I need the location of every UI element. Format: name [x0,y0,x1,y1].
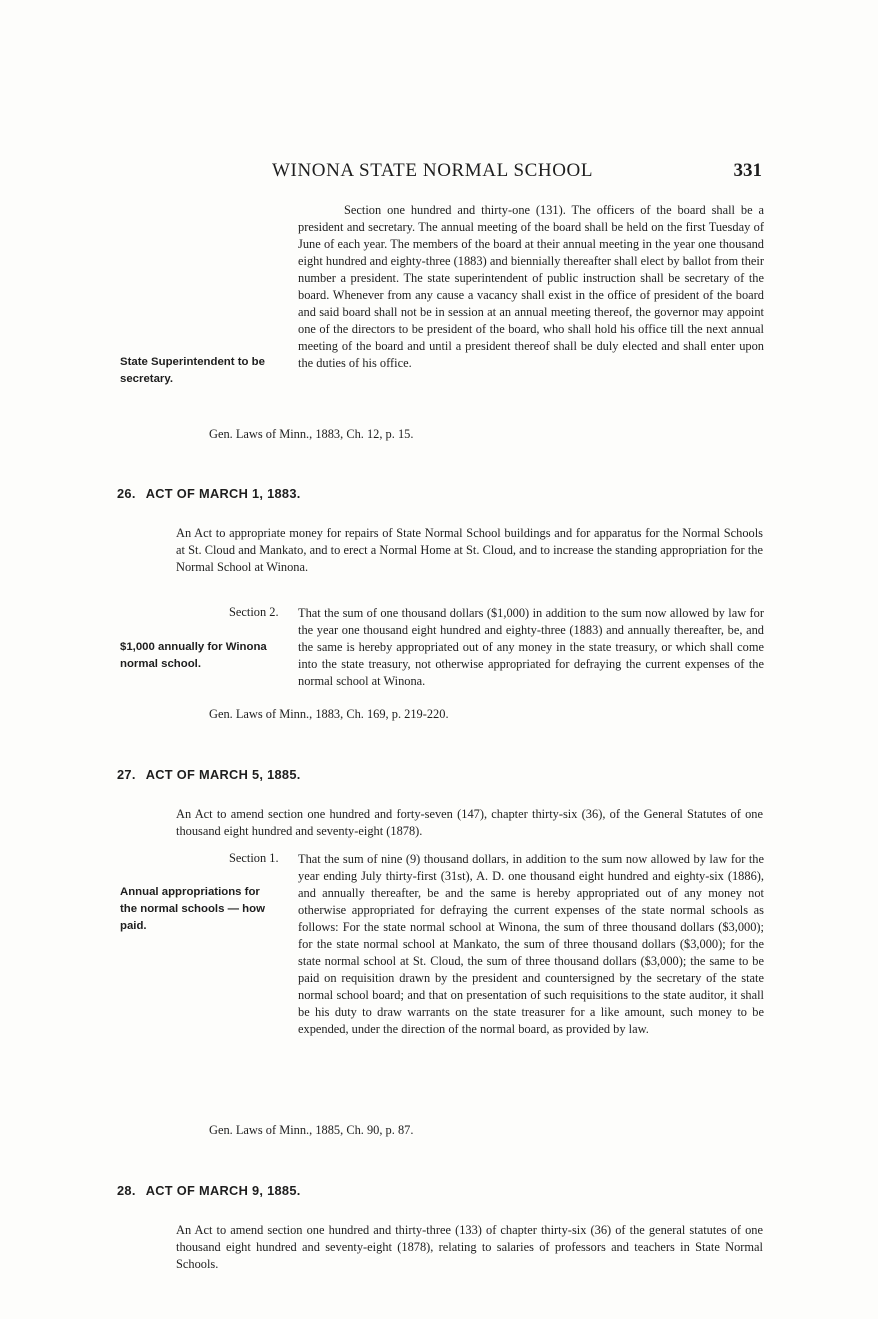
margin-note-winona-annual: $1,000 annually for Winona normal school. [120,641,267,670]
running-head-title: WINONA STATE NORMAL SCHOOL [272,160,594,181]
act-27-number: 27. [117,767,136,782]
act-26-preamble: An Act to appropriate money for repairs of State Normal School buildings and for apparatus for the Normal Schools at St. Cloud and Mankato, and to erect a Normal Home at St. Cloud, and to increase the standing appropriation for the Normal School at Winona. [176,526,763,574]
act-26-title: ACT OF MARCH 1, 1883. [145,486,301,501]
act-27-heading [117,767,301,782]
citation-act-27: Gen. Laws of Minn., 1885, Ch. 90, p. 87. [209,1123,414,1137]
act-26-heading [117,486,301,501]
act-28-number: 28. [117,1183,136,1198]
page-number: 331 [733,160,762,181]
margin-note-annual-appropriations: Annual appropriations for the normal schools — how paid. [120,886,265,932]
citation-act-26: Gen. Laws of Minn., 1883, Ch. 169, p. 219-220. [209,707,449,721]
act-28-heading [117,1183,301,1198]
citation-section-131: Gen. Laws of Minn., 1883, Ch. 12, p. 15. [209,427,414,441]
act-26-section-label: Section 2. [229,605,279,619]
act-27-section-label: Section 1. [229,851,279,865]
act-26-number: 26. [117,486,136,501]
act-27-preamble: An Act to amend section one hundred and forty-seven (147), chapter thirty-six (36), of the General Statutes of one thousand eight hundred and seventy-eight (1878). [176,807,763,838]
act-26-section-text: That the sum of one thousand dollars ($1,000) in addition to the sum now allowed by law for the year one thousand eight hundred and eighty-three (1883) and annually thereafter, be, and the same is hereby appropriated out of any money in the state treasury, or which shall come into the state treasury, not otherwise appropriated for defraying the current expenses of the normal school at Winona. [298,606,764,688]
act-28-title: ACT OF MARCH 9, 1885. [145,1183,301,1198]
act-28-preamble: An Act to amend section one hundred and thirty-three (133) of chapter thirty-six (36) of the general statutes of one thousand eight hundred and seventy-eight (1878), relating to salaries of professors and teachers in State Normal Schools. [176,1223,763,1271]
act-27-section-text: That the sum of nine (9) thousand dollars, in addition to the sum now allowed by law for the year ending July thirty-first (31st), A. D. one thousand eight hundred and eighty-six (1886), and annually thereafter, be and the same is hereby appropriated out of any money not otherwise appropriated for defraying the current expenses of the state normal schools as follows: For the state normal school at Winona, the sum of three thousand dollars ($3,000); for the state normal school at Mankato, the sum of three thousand dollars ($3,000); for the state normal school at St. Cloud, the sum of three thousand dollars ($3,000); the same to be paid on requisition drawn by the president and countersigned by the secretary of the state normal school board; and that on presentation of such requisitions to the state auditor, it shall be his duty to draw warrants on the state treasurer for a like amount, such money to be expended, under the direction of the normal board, as provided by law. [298,852,764,1036]
section-131-paragraph: Section one hundred and thirty-one (131). The officers of the board shall be a president and secretary. The annual meeting of the board shall be held on the first Tuesday of June of each year. The members of the board at their annual meeting in the year one thousand eight hundred and eighty-three (1883) and biennially thereafter shall elect by ballot from their number a president. The state superintendent of public instruction shall be secretary of the board. Whenever from any cause a vacancy shall exist in the office of president of the board and said board shall not be in session at an annual meeting thereof, the governor may appoint one of the directors to be president of the board, who shall hold his office till the next annual meeting of the board and until a president thereof shall be duly elected and shall enter upon the duties of his office. [298,203,764,370]
act-27-title: ACT OF MARCH 5, 1885. [145,767,301,782]
margin-note-state-superintendent: State Superintendent to be secretary. [120,356,265,385]
running-head [272,160,762,182]
